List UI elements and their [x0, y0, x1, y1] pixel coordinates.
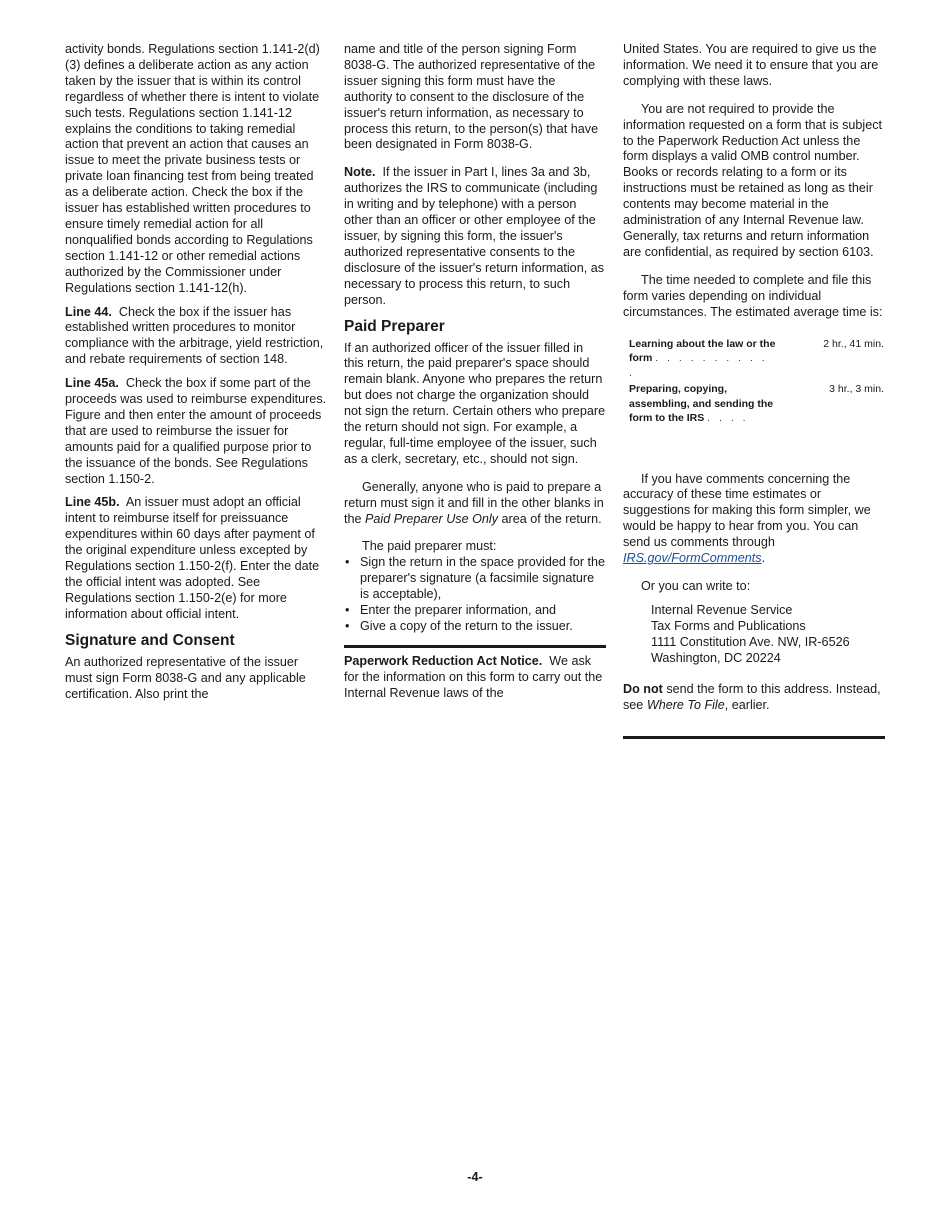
- list-item: • Enter the preparer information, and: [344, 603, 606, 619]
- do-not-label: Do not: [623, 682, 663, 697]
- paragraph-time-needed: The time needed to complete and file this form varies depending on individual circumstances. The estimated average time is:: [623, 272, 883, 319]
- line-45b-label: Line 45b.: [65, 495, 120, 510]
- column-right: [623, 42, 885, 739]
- line-45a-label: Line 45a.: [65, 376, 119, 391]
- section-end-rule: [623, 724, 885, 739]
- paragraph-signer-name: name and title of the person signing Form 8038-G. The authorized representative of the issuer signing this form must have the authority to consent to the disclosure of the issuer's return information, as necessary to process this return, to the person(s) that have been designated in Form 8038-G.: [344, 42, 599, 152]
- note-text: If the issuer in Part I, lines 3a and 3b, authorizes the IRS to communicate (including in writing and by telephone) with a person other than an officer or other employee of the issuer, by signing this form, the issuer's authorized representative consents to the disclosure of the issuer's return information, as necessary to process this return, to such person.: [344, 165, 604, 307]
- heading-paid-preparer: Paid Preparer: [344, 317, 445, 335]
- paperwork-notice-section: [344, 645, 606, 702]
- paragraph-omb: You are not required to provide the information requested on a form that is subject to the Paperwork Reduction Act unless the form displays a valid OMB control number. Books or records relating to a form or its instructions must be retained as long as their contents may become material in the administration of any Internal Revenue law. Generally, tax returns and return information are confidential, as required by section 6103.: [623, 101, 883, 259]
- paragraph-note: [344, 165, 606, 308]
- estimate-time: 2 hr., 41 min.: [823, 337, 884, 350]
- page-number: -4-: [467, 1170, 483, 1184]
- estimate-time: 3 hr., 3 min.: [829, 383, 884, 395]
- paragraph-paperwork-notice: [344, 654, 606, 702]
- do-not-end: , earlier.: [724, 698, 770, 713]
- line-44-label: Line 44.: [65, 304, 112, 319]
- address-line: 1111 Constitution Ave. NW, IR-6526: [651, 634, 850, 649]
- preparer-must-list: [344, 555, 606, 635]
- paragraph-line-45a: [65, 376, 327, 487]
- list-item: • Sign the return in the space provided for the preparer's signature (a facsimile signature is acceptable),: [344, 555, 606, 603]
- paperwork-notice-text: We ask for the information on this form to carry out the Internal Revenue laws of the: [344, 653, 603, 700]
- leader-dots: . . . . . . . . . . .: [629, 352, 768, 379]
- line-45b-text: An issuer must adopt an official intent to reimburse itself for preissuance expenditures within 60 days after payment of the original expenditure unless excepted by Regulations section 1.150-2(f). Enter the date the official intent was adopted. See Regulations section 1.150-2(e) for more information about official intent.: [65, 495, 320, 621]
- address-line: Washington, DC 20224: [651, 650, 781, 665]
- paperwork-notice-label: Paperwork Reduction Act Notice.: [344, 653, 543, 668]
- estimate-task: Learning about the law or the form . . . . . . . . . . .: [629, 337, 776, 379]
- paragraph-line-45b: [65, 495, 327, 622]
- paragraph-preparer-must: The paid preparer must:: [362, 539, 497, 554]
- line-45a-text: Check the box if some part of the proceeds was used to reimburse expenditures. Figure and then enter the amount of proceeds that are used to reimburse the issuer for amounts paid for a qualified purpose prior to the issuance of the bonds. See Regulations section 1.150-2.: [65, 376, 327, 486]
- paragraph-comments: [623, 472, 885, 567]
- table-row: [629, 382, 884, 428]
- leader-dots: . . . .: [707, 412, 749, 424]
- where-to-file-ref: Where To File: [646, 698, 725, 713]
- comments-end: .: [761, 551, 766, 566]
- heading-signature-and-consent: Signature and Consent: [65, 631, 235, 649]
- form-comments-link[interactable]: IRS.gov/FormComments: [623, 551, 762, 566]
- address-line: Internal Revenue Service: [651, 602, 793, 617]
- paragraph-do-not-send: [623, 682, 885, 714]
- comments-text: If you have comments concerning the accuracy of these time estimates or suggestions for making this form simpler, we would be happy to hear from you. You can send us comments through: [623, 471, 871, 550]
- table-row: [629, 337, 884, 383]
- paragraph-write-to: Or you can write to:: [641, 578, 751, 593]
- column-left: [65, 42, 327, 710]
- paragraph-signature-consent: An authorized representative of the issuer must sign Form 8038-G and any applicable certification. Also print the: [65, 654, 306, 701]
- paid-preparer-use-only: Paid Preparer Use Only: [365, 511, 499, 526]
- do-not-text: send the form to this address. Instead, see: [623, 682, 881, 713]
- line-44-text: Check the box if the issuer has established written procedures to monitor compliance with the arbitrage, yield restriction, and rebate requirements of section 148.: [65, 304, 324, 367]
- list-item: • Give a copy of the return to the issuer.: [344, 619, 606, 635]
- paid-preparer-text-start: Generally, anyone who is paid to prepare a return must sign it and fill in the other blanks in the: [344, 479, 604, 526]
- paragraph-line-44: [65, 305, 327, 369]
- paid-preparer-text-end: area of the return.: [498, 511, 602, 526]
- time-estimate-table: [629, 337, 884, 428]
- note-label: Note.: [344, 165, 376, 180]
- paragraph-paid-preparer-sign: [344, 480, 606, 528]
- address-line: Tax Forms and Publications: [651, 618, 806, 633]
- mailing-address: [623, 603, 885, 667]
- paragraph-required-info: United States. You are required to give us the information. We need it to ensure that you are complying with these laws.: [623, 42, 879, 88]
- estimate-task: Preparing, copying, assembling, and sending the form to the IRS . . . .: [629, 383, 774, 424]
- paragraph-paid-preparer: If an authorized officer of the issuer filled in this return, the paid preparer's space should remain blank. Anyone who prepares the return but does not charge the organization should not sign the return. Certain others who prepare the return should not sign. For example, a regular, full-time employee of the issuer, such as a clerk, secretary, etc., should not sign.: [344, 340, 606, 466]
- column-middle: [344, 42, 606, 710]
- paragraph-deliberate-action: activity bonds. Regulations section 1.141-2(d)(3) defines a deliberate action as any action taken by the issuer that is within its control regardless of whether there is intent to violate such tests. Regulations section 1.141-12 explains the conditions to taking remedial action that prevent an action that causes an issue to meet the private business tests or private loan financing test from being treated as a deliberate action. Check the box if the issuer has established written procedures to ensure timely remedial action for all nonqualified bonds according to Regulations section 1.141-12 or other remedial actions authorized by the Commissioner under Regulations section 1.141-12(h).: [65, 42, 320, 295]
